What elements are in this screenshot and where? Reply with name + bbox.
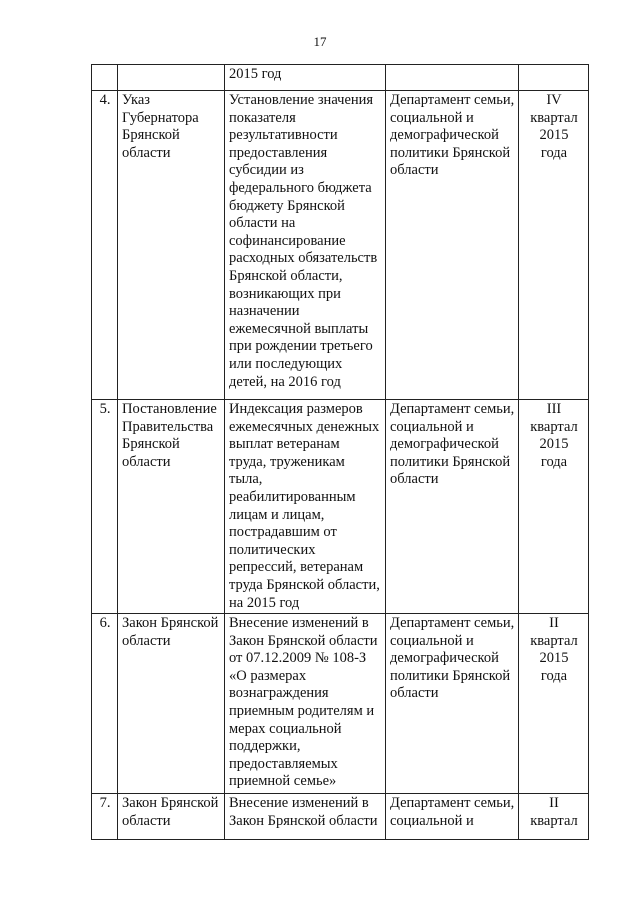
cell-act-type — [118, 614, 225, 794]
cell-number-text: 5. — [99, 401, 111, 417]
cell-number — [92, 91, 118, 400]
cell-executor-text: Департамент семьи, социальной и демографической политики Брянской области — [390, 401, 515, 488]
cell-content-text: Индексация размеров ежемесячных денежных выплат ветеранам труда, труженикам тыла, реабилитированным лицам и лицам, пострадавшим от политических репрессий, ветеранам труда Брянской области, на 2015 год — [229, 401, 380, 611]
cell-act-type-text: Постановление Правительства Брянской области — [122, 401, 217, 470]
cell-content — [225, 65, 386, 91]
cell-act-type — [118, 400, 225, 614]
cell-content-text: 2015 год — [229, 66, 282, 82]
cell-executor-text: Департамент семьи, социальной и демографической политики Брянской области — [390, 92, 515, 179]
cell-number — [92, 794, 118, 840]
cell-act-type-text: Указ Губернатора Брянской области — [122, 92, 199, 161]
measures-table — [91, 64, 589, 840]
cell-number — [92, 400, 118, 614]
cell-executor-text: Департамент семьи, социальной и демографической политики Брянской области — [390, 615, 515, 702]
cell-number-text: 6. — [99, 615, 111, 631]
table-row — [92, 400, 589, 614]
cell-number-text: 4. — [99, 92, 111, 108]
cell-period — [519, 91, 589, 400]
cell-executor — [386, 400, 519, 614]
table-row — [92, 794, 589, 840]
cell-number — [92, 614, 118, 794]
cell-act-type — [118, 65, 225, 91]
cell-number — [92, 65, 118, 91]
cell-period-text: III квартал 2015 года — [530, 401, 578, 470]
cell-act-type — [118, 91, 225, 400]
table-row — [92, 91, 589, 400]
cell-executor — [386, 794, 519, 840]
cell-period — [519, 65, 589, 91]
cell-executor — [386, 91, 519, 400]
cell-content — [225, 794, 386, 840]
cell-period-text: II квартал — [530, 795, 578, 829]
cell-content-text: Внесение изменений в Закон Брянской области от 07.12.2009 № 108-З «О размерах вознаграждения приемным родителям и мерах социальной поддержки, предоставляемых приемной семье» — [229, 615, 378, 790]
cell-number-text: 7. — [99, 795, 111, 811]
cell-act-type-text: Закон Брянской области — [122, 615, 219, 649]
cell-content-text: Установление значения показателя результативности предоставления субсидии из федерального бюджета бюджету Брянской области на софинансирование расходных обязательств Брянской области, возникающих при назначении ежемесячной выплаты при рождении третьего или последующих детей, на 2016 год — [229, 92, 378, 390]
cell-executor — [386, 65, 519, 91]
page-number: 17 — [313, 34, 327, 49]
cell-content — [225, 91, 386, 400]
cell-content — [225, 400, 386, 614]
cell-act-type — [118, 794, 225, 840]
table-row — [92, 614, 589, 794]
cell-period — [519, 614, 589, 794]
cell-period — [519, 794, 589, 840]
table-row-continuation — [92, 65, 589, 91]
cell-period — [519, 400, 589, 614]
cell-executor-text: Департамент семьи, социальной и — [390, 795, 515, 829]
cell-content — [225, 614, 386, 794]
cell-content-text: Внесение изменений в Закон Брянской области — [229, 795, 378, 829]
cell-executor — [386, 614, 519, 794]
cell-act-type-text: Закон Брянской области — [122, 795, 219, 829]
cell-period-text: II квартал 2015 года — [530, 615, 578, 684]
cell-period-text: IV квартал 2015 года — [530, 92, 578, 161]
